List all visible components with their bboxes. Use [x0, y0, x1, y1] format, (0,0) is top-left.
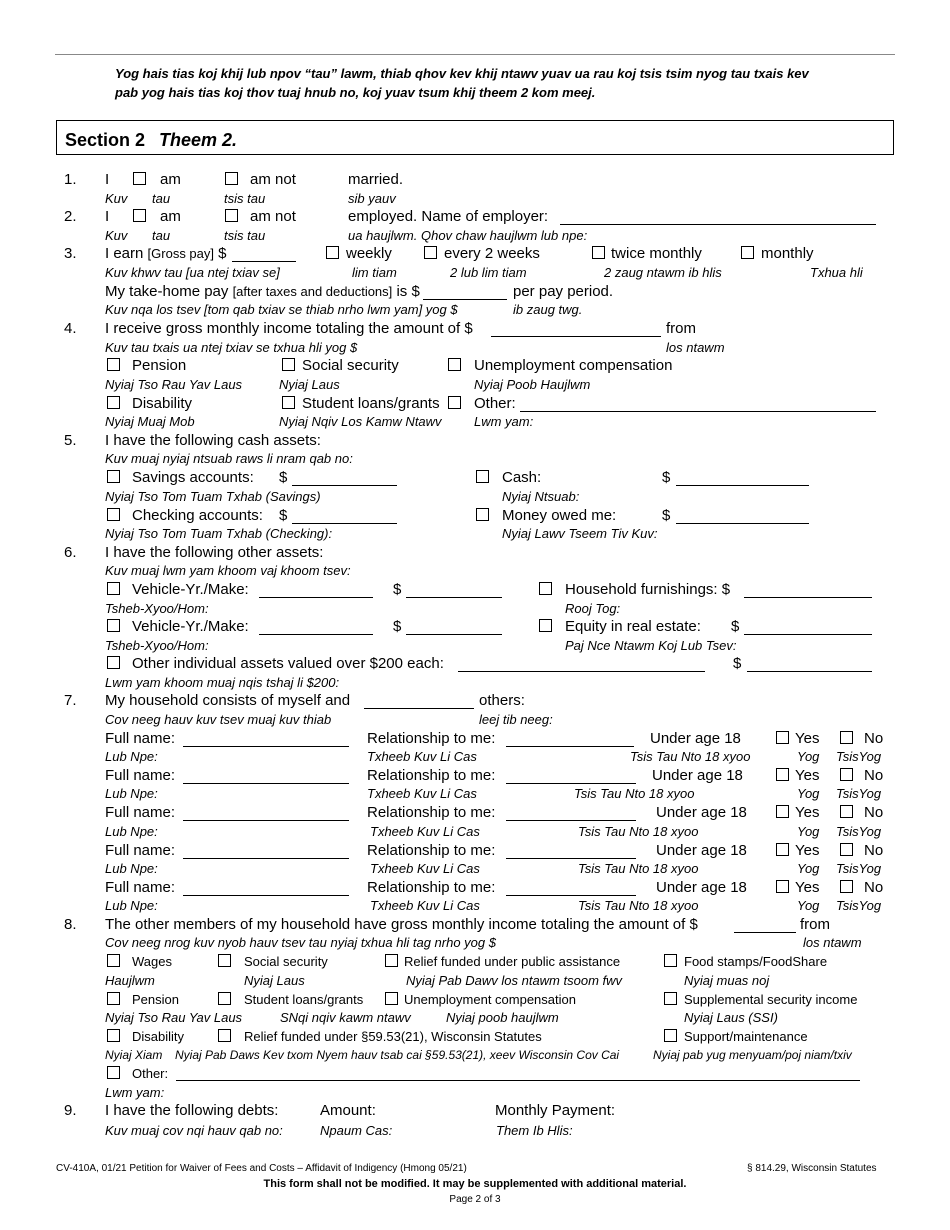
- section-label-hmong: Theem 2.: [159, 130, 238, 150]
- section-label: Section 2: [65, 130, 146, 150]
- member-3-yes-checkbox[interactable]: [776, 805, 789, 818]
- q7-yes-hmong: Yog: [797, 898, 820, 913]
- q8-other-field[interactable]: [176, 1080, 860, 1081]
- q3-monthly-label: monthly: [761, 245, 814, 262]
- household-income-field[interactable]: [734, 932, 796, 933]
- q7-relationship-label: Relationship to me:: [367, 879, 496, 896]
- vehicle2-value-field[interactable]: [406, 634, 502, 635]
- member-3-name-field[interactable]: [183, 820, 349, 821]
- q3-is-label: is $: [396, 283, 420, 300]
- q4-student-checkbox[interactable]: [282, 396, 295, 409]
- member-2-relationship-field[interactable]: [506, 783, 636, 784]
- q2-employed-hmong: ua haujlwm. Qhov chaw haujlwm lub npe:: [348, 228, 588, 243]
- q4-socsec-label: Social security: [302, 357, 399, 374]
- q7-fullname-hmong: Lub Npe:: [105, 898, 158, 913]
- q8-unemp-checkbox[interactable]: [385, 992, 398, 1005]
- section-header: [56, 120, 894, 155]
- q4-number: 4.: [64, 320, 77, 337]
- q6-vehicle1-dollar: $: [393, 581, 402, 598]
- vehicle1-value-field[interactable]: [406, 597, 502, 598]
- q7-relationship-hmong: Txheeb Kuv Li Cas: [370, 898, 480, 913]
- q7-under18-hmong: Tsis Tau Nto 18 xyoo: [578, 824, 699, 839]
- member-1-yes-checkbox[interactable]: [776, 731, 789, 744]
- q4-receive-hmong: Kuv tau txais ua ntej txiav se txhua hli yog $: [105, 340, 358, 355]
- q4-disability-label: Disability: [132, 395, 193, 412]
- q3-gross-label: [Gross pay]: [147, 246, 214, 261]
- q6-vehicle1-hmong: Tsheb-Xyoo/Hom:: [105, 601, 209, 616]
- q3-every2-hmong: 2 lub lim tiam: [450, 265, 527, 280]
- q7-yes-label: Yes: [795, 879, 820, 896]
- q8-food-hmong: Nyiaj muas noj: [684, 973, 770, 988]
- q8-from-hmong: los ntawm: [803, 935, 862, 950]
- q7-no-hmong: TsisYog: [836, 786, 882, 801]
- q4-pension-checkbox[interactable]: [107, 358, 120, 371]
- q5-checking-dollar: $: [279, 507, 288, 524]
- q7-relationship-label: Relationship to me:: [367, 730, 496, 747]
- member-5-no-checkbox[interactable]: [840, 880, 853, 893]
- q1-i: I: [105, 171, 110, 188]
- q7-yes-label: Yes: [795, 804, 820, 821]
- gross-pay-field[interactable]: [232, 261, 296, 262]
- q5-owed-label: Money owed me:: [502, 507, 617, 524]
- top-rule: [55, 54, 895, 55]
- q6-vehicle2-dollar: $: [393, 618, 402, 635]
- q2-i: I: [105, 208, 110, 225]
- q2-tau: tau: [152, 228, 171, 243]
- q7-yes-hmong: Yog: [797, 824, 820, 839]
- q1-am-not-checkbox[interactable]: [225, 172, 238, 185]
- q3-earn-label: I earn: [105, 245, 144, 262]
- footer-statute: § 814.29, Wisconsin Statutes: [747, 1163, 877, 1174]
- q6-title-hmong: Kuv muaj lwm yam khoom vaj khoom tsev:: [105, 563, 351, 578]
- q3-twice-checkbox[interactable]: [592, 246, 605, 259]
- q6-title: I have the following other assets:: [105, 544, 324, 561]
- q1-am-label: am: [160, 171, 181, 188]
- q7-relationship-hmong: Txheeb Kuv Li Cas: [370, 824, 480, 839]
- q2-am-not-checkbox[interactable]: [225, 209, 238, 222]
- q7-relationship-label: Relationship to me:: [367, 842, 496, 859]
- q4-from-hmong: los ntawm: [666, 340, 725, 355]
- member-4-no-checkbox[interactable]: [840, 843, 853, 856]
- q1-am-checkbox[interactable]: [133, 172, 146, 185]
- q8-student-label: Student loans/grants: [244, 992, 364, 1007]
- q1-am-not-label: am not: [250, 171, 296, 188]
- q8-pension-checkbox[interactable]: [107, 992, 120, 1005]
- q4-pension-label: Pension: [132, 357, 187, 374]
- q5-cash-dollar: $: [662, 469, 671, 486]
- q2-am-not-label: am not: [250, 208, 296, 225]
- q3-every2-label: every 2 weeks: [444, 245, 540, 262]
- q8-pension-hmong: Nyiaj Tso Rau Yav Laus: [105, 1010, 243, 1025]
- q7-fullname-hmong: Lub Npe:: [105, 824, 158, 839]
- q8-student-checkbox[interactable]: [218, 992, 231, 1005]
- q6-household-hmong: Rooj Tog:: [565, 601, 621, 616]
- q8-other-hmong: Lwm yam:: [105, 1085, 165, 1100]
- vehicle2-make-field[interactable]: [259, 634, 373, 635]
- q7-no-hmong: TsisYog: [836, 749, 882, 764]
- q8-unemp-hmong: Nyiaj poob haujlwm: [446, 1010, 559, 1025]
- member-5-relationship-field[interactable]: [506, 895, 636, 896]
- owed-amount-field[interactable]: [676, 523, 809, 524]
- q8-relief2-hmong: Nyiaj Pab Daws Kev txom Nyem hauv tsab cai §59.53(21), xeev Wisconsin Cov Cai: [175, 1048, 620, 1062]
- q3-earn-hmong: Kuv khwv tau [ua ntej txiav se]: [105, 265, 280, 280]
- q8-support-label: Support/maintenance: [684, 1029, 808, 1044]
- q8-student-hmong: SNqi nqiv kawm ntawv: [280, 1010, 411, 1025]
- member-1-relationship-field[interactable]: [506, 746, 634, 747]
- q6-other-value-field[interactable]: [747, 671, 872, 672]
- q8-disability-hmong: Nyiaj Xiam: [105, 1048, 163, 1062]
- q6-other-checkbox[interactable]: [107, 656, 120, 669]
- q7-under18-hmong: Tsis Tau Nto 18 xyoo: [578, 898, 699, 913]
- q5-cash-label: Cash:: [502, 469, 542, 486]
- q7-under18-label: Under age 18: [650, 730, 741, 747]
- q3-takehome-hmong: Kuv nqa los tsev [tom qab txiav se thiab nrho lwm yam] yog $: [105, 302, 458, 317]
- q3-weekly-hmong: lim tiam: [352, 265, 397, 280]
- q8-relief-label: Relief funded under public assistance: [404, 954, 621, 969]
- q1-tau: tau: [152, 191, 171, 206]
- q4-socsec-hmong: Nyiaj Laus: [279, 377, 340, 392]
- q7-no-label: No: [864, 804, 884, 821]
- notice-line-1: Yog hais tias koj khij lub npov “tau” lawm, thiab qhov kev khij ntawv yuav ua rau koj tsis tsim nyog tau txais kev: [115, 66, 809, 81]
- takehome-pay-field[interactable]: [423, 299, 507, 300]
- cash-amount-field[interactable]: [676, 485, 809, 486]
- household-count-field[interactable]: [364, 708, 474, 709]
- q2-employed-label: employed. Name of employer:: [348, 208, 549, 225]
- q1-married-label: married.: [348, 171, 404, 188]
- q7-under18-label: Under age 18: [652, 767, 743, 784]
- vehicle1-make-field[interactable]: [259, 597, 373, 598]
- footer-notice: This form shall not be modified. It may be supplemented with additional material.: [263, 1178, 687, 1190]
- q7-no-label: No: [864, 767, 884, 784]
- q4-other-label: Other:: [474, 395, 516, 412]
- q3-twice-label: twice monthly: [611, 245, 702, 262]
- q4-disability-checkbox[interactable]: [107, 396, 120, 409]
- q7-yes-label: Yes: [795, 767, 820, 784]
- q4-other-field[interactable]: [520, 411, 876, 412]
- q3-weekly-label: weekly: [346, 245, 392, 262]
- q9-payment-hmong: Them Ib Hlis:: [496, 1123, 573, 1138]
- member-2-name-field[interactable]: [183, 783, 349, 784]
- q7-no-hmong: TsisYog: [836, 898, 882, 913]
- q7-fullname-label: Full name:: [105, 879, 176, 896]
- q3-twice-hmong: 2 zaug ntawm ib hlis: [604, 265, 722, 280]
- q7-fullname-label: Full name:: [105, 767, 176, 784]
- q7-no-label: No: [864, 879, 884, 896]
- q7-no-label: No: [864, 842, 884, 859]
- q8-support-hmong: Nyiaj pab yug menyuam/poj niam/txiv: [653, 1048, 852, 1062]
- q5-savings-dollar: $: [279, 469, 288, 486]
- member-2-no-checkbox[interactable]: [840, 768, 853, 781]
- q8-other-label: Other:: [132, 1066, 169, 1081]
- q8-other-checkbox[interactable]: [107, 1066, 120, 1079]
- q4-student-label: Student loans/grants: [302, 395, 440, 412]
- q9-debts-hmong: Kuv muaj cov nqi hauv qab no:: [105, 1123, 283, 1138]
- q7-others-label: others:: [479, 692, 525, 709]
- q6-vehicle2-label: Vehicle-Yr./Make:: [132, 618, 249, 635]
- q8-pension-label: Pension: [132, 992, 179, 1007]
- q1-married-hmong: sib yauv: [348, 191, 396, 206]
- q5-savings-label: Savings accounts:: [132, 469, 254, 486]
- q6-equity-hmong: Paj Nce Ntawm Koj Lub Tsev:: [565, 638, 737, 653]
- q5-title: I have the following cash assets:: [105, 432, 321, 449]
- q7-fullname-hmong: Lub Npe:: [105, 786, 158, 801]
- q6-vehicle1-label: Vehicle-Yr./Make:: [132, 581, 249, 598]
- equity-value-field[interactable]: [744, 634, 872, 635]
- q7-number: 7.: [64, 692, 77, 709]
- q2-tsis-tau: tsis tau: [224, 228, 266, 243]
- q8-title: The other members of my household have gross monthly income totaling the amount of $: [105, 916, 698, 933]
- q9-number: 9.: [64, 1102, 77, 1119]
- q4-other-checkbox[interactable]: [448, 396, 461, 409]
- q9-amount-hmong: Npaum Cas:: [320, 1123, 393, 1138]
- q8-relief-checkbox[interactable]: [385, 954, 398, 967]
- q7-yes-label: Yes: [795, 730, 820, 747]
- q5-cash-checkbox[interactable]: [476, 470, 489, 483]
- notice-line-2: pab yog hais tias koj thov tuaj hnub no, koj yuav tsum khij theem 2 kom meej.: [115, 85, 596, 100]
- q7-relationship-label: Relationship to me:: [367, 804, 496, 821]
- q7-relationship-hmong: Txheeb Kuv Li Cas: [367, 749, 477, 764]
- q8-relief2-label: Relief funded under §59.53(21), Wisconsin Statutes: [244, 1029, 542, 1044]
- q4-disability-hmong: Nyiaj Muaj Mob: [105, 414, 195, 429]
- q6-equity-label: Equity in real estate:: [565, 618, 701, 635]
- q7-yes-hmong: Yog: [797, 786, 820, 801]
- q8-socsec-checkbox[interactable]: [218, 954, 231, 967]
- q8-ssi-label: Supplemental security income: [684, 992, 858, 1007]
- q7-under18-label: Under age 18: [656, 842, 747, 859]
- q8-relief-hmong: Nyiaj Pab Dawv los ntawm tsoom fwv: [406, 973, 623, 988]
- q2-am-checkbox[interactable]: [133, 209, 146, 222]
- q7-under18-hmong: Tsis Tau Nto 18 xyoo: [578, 861, 699, 876]
- member-5-yes-checkbox[interactable]: [776, 880, 789, 893]
- q3-earn: [105, 246, 227, 261]
- q8-food-label: Food stamps/FoodShare: [684, 954, 828, 969]
- q6-vehicle2-hmong: Tsheb-Xyoo/Hom:: [105, 638, 209, 653]
- q7-relationship-hmong: Txheeb Kuv Li Cas: [370, 861, 480, 876]
- q5-owed-hmong: Nyiaj Lawv Tseem Tiv Kuv:: [502, 526, 658, 541]
- q3-perpay-label: per pay period.: [513, 283, 614, 300]
- q8-relief2-checkbox[interactable]: [218, 1029, 231, 1042]
- q7-under18-hmong: Tsis Tau Nto 18 xyoo: [630, 749, 751, 764]
- q5-number: 5.: [64, 432, 77, 449]
- q3-takehome: [105, 284, 420, 299]
- q7-no-hmong: TsisYog: [836, 861, 882, 876]
- q4-student-hmong: Nyiaj Nqiv Los Kamw Ntawv: [279, 414, 442, 429]
- footer-form-id: CV-410A, 01/21 Petition for Waiver of Fees and Costs – Affidavit of Indigency (Hmong 05/21): [56, 1163, 467, 1174]
- q2-number: 2.: [64, 208, 77, 225]
- q3-dollar: $: [218, 245, 227, 262]
- q6-other-label: Other individual assets valued over $200 each:: [132, 655, 444, 672]
- q8-disability-label: Disability: [132, 1029, 185, 1044]
- q3-after-label: [after taxes and deductions]: [232, 284, 393, 299]
- q4-socsec-checkbox[interactable]: [282, 358, 295, 371]
- q4-unemp-label: Unemployment compensation: [474, 357, 673, 374]
- q8-wages-label: Wages: [132, 954, 172, 969]
- q7-fullname-label: Full name:: [105, 730, 176, 747]
- gross-monthly-income-field[interactable]: [491, 336, 661, 337]
- q9-debts-label: I have the following debts:: [105, 1102, 279, 1119]
- q5-checking-hmong: Nyiaj Tso Tom Tuam Txhab (Checking):: [105, 526, 333, 541]
- member-4-relationship-field[interactable]: [506, 858, 636, 859]
- q5-cash-hmong: Nyiaj Ntsuab:: [502, 489, 580, 504]
- member-3-relationship-field[interactable]: [506, 820, 636, 821]
- member-3-no-checkbox[interactable]: [840, 805, 853, 818]
- q6-household-label: Household furnishings: $: [565, 581, 731, 598]
- q6-number: 6.: [64, 544, 77, 561]
- q7-relationship-hmong: Txheeb Kuv Li Cas: [367, 786, 477, 801]
- q4-unemp-checkbox[interactable]: [448, 358, 461, 371]
- q6-other-dollar: $: [733, 655, 742, 672]
- q8-wages-checkbox[interactable]: [107, 954, 120, 967]
- q5-savings-hmong: Nyiaj Tso Tom Tuam Txhab (Savings): [105, 489, 321, 504]
- q8-wages-hmong: Haujlwm: [105, 973, 155, 988]
- q6-household-checkbox[interactable]: [539, 582, 552, 595]
- q7-consists-hmong: Cov neeg hauv kuv tsev muaj kuv thiab: [105, 712, 332, 727]
- q4-receive-label: I receive gross monthly income totaling the amount of $: [105, 320, 473, 337]
- q7-consists-label: My household consists of myself and: [105, 692, 351, 709]
- q5-savings-checkbox[interactable]: [107, 470, 120, 483]
- q7-yes-label: Yes: [795, 842, 820, 859]
- q7-fullname-hmong: Lub Npe:: [105, 749, 158, 764]
- footer-page: Page 2 of 3: [449, 1194, 501, 1205]
- member-1-no-checkbox[interactable]: [840, 731, 853, 744]
- q8-support-checkbox[interactable]: [664, 1029, 677, 1042]
- q7-fullname-label: Full name:: [105, 804, 176, 821]
- q4-pension-hmong: Nyiaj Tso Rau Yav Laus: [105, 377, 243, 392]
- q6-vehicle2-checkbox[interactable]: [107, 619, 120, 632]
- q1-number: 1.: [64, 171, 77, 188]
- q7-fullname-hmong: Lub Npe:: [105, 861, 158, 876]
- q3-monthly-hmong: Txhua hli: [810, 265, 863, 280]
- q3-weekly-checkbox[interactable]: [326, 246, 339, 259]
- checking-amount-field[interactable]: [292, 523, 397, 524]
- q7-relationship-label: Relationship to me:: [367, 767, 496, 784]
- q9-payment-label: Monthly Payment:: [495, 1102, 616, 1119]
- q2-am-label: am: [160, 208, 181, 225]
- q8-food-checkbox[interactable]: [664, 954, 677, 967]
- q8-number: 8.: [64, 916, 77, 933]
- q4-unemp-hmong: Nyiaj Poob Haujlwm: [474, 377, 591, 392]
- q7-yes-hmong: Yog: [797, 749, 820, 764]
- q3-takehome-label: My take-home pay: [105, 283, 229, 300]
- q6-other-description-field[interactable]: [458, 671, 705, 672]
- q7-no-label: No: [864, 730, 884, 747]
- q8-socsec-hmong: Nyiaj Laus: [244, 973, 305, 988]
- q3-monthly-checkbox[interactable]: [741, 246, 754, 259]
- q6-other-hmong: Lwm yam khoom muaj nqis tshaj li $200:: [105, 675, 340, 690]
- q5-checking-checkbox[interactable]: [107, 508, 120, 521]
- q6-equity-checkbox[interactable]: [539, 619, 552, 632]
- q3-perpay-hmong: ib zaug twg.: [513, 302, 583, 317]
- q7-others-hmong: leej tib neeg:: [479, 712, 553, 727]
- member-4-name-field[interactable]: [183, 858, 349, 859]
- q8-socsec-label: Social security: [244, 954, 328, 969]
- q8-title-hmong: Cov neeg nrog kuv nyob hauv tsev tau nyiaj txhua hli tag nrho yog $: [105, 935, 496, 950]
- q5-owed-dollar: $: [662, 507, 671, 524]
- q7-under18-label: Under age 18: [656, 804, 747, 821]
- member-1-name-field[interactable]: [183, 746, 349, 747]
- q8-from-label: from: [800, 916, 830, 933]
- q3-every2-checkbox[interactable]: [424, 246, 437, 259]
- q2-kuv: Kuv: [105, 228, 128, 243]
- savings-amount-field[interactable]: [292, 485, 397, 486]
- q7-yes-hmong: Yog: [797, 861, 820, 876]
- employer-name-field[interactable]: [560, 224, 876, 225]
- member-4-yes-checkbox[interactable]: [776, 843, 789, 856]
- q1-tsis-tau: tsis tau: [224, 191, 266, 206]
- q8-unemp-label: Unemployment compensation: [404, 992, 576, 1007]
- q4-from-label: from: [666, 320, 696, 337]
- q6-vehicle1-checkbox[interactable]: [107, 582, 120, 595]
- q7-under18-label: Under age 18: [656, 879, 747, 896]
- q7-no-hmong: TsisYog: [836, 824, 882, 839]
- member-5-name-field[interactable]: [183, 895, 349, 896]
- q8-ssi-hmong: Nyiaj Laus (SSI): [684, 1010, 778, 1025]
- q5-checking-label: Checking accounts:: [132, 507, 263, 524]
- q1-kuv: Kuv: [105, 191, 128, 206]
- q8-ssi-checkbox[interactable]: [664, 992, 677, 1005]
- q7-fullname-label: Full name:: [105, 842, 176, 859]
- household-value-field[interactable]: [744, 597, 872, 598]
- q7-under18-hmong: Tsis Tau Nto 18 xyoo: [574, 786, 695, 801]
- member-2-yes-checkbox[interactable]: [776, 768, 789, 781]
- q3-number: 3.: [64, 245, 77, 262]
- q4-other-hmong: Lwm yam:: [474, 414, 534, 429]
- q5-owed-checkbox[interactable]: [476, 508, 489, 521]
- q6-equity-dollar: $: [731, 618, 740, 635]
- q9-amount-label: Amount:: [320, 1102, 376, 1119]
- q8-disability-checkbox[interactable]: [107, 1029, 120, 1042]
- q5-title-hmong: Kuv muaj nyiaj ntsuab raws li nram qab no:: [105, 451, 353, 466]
